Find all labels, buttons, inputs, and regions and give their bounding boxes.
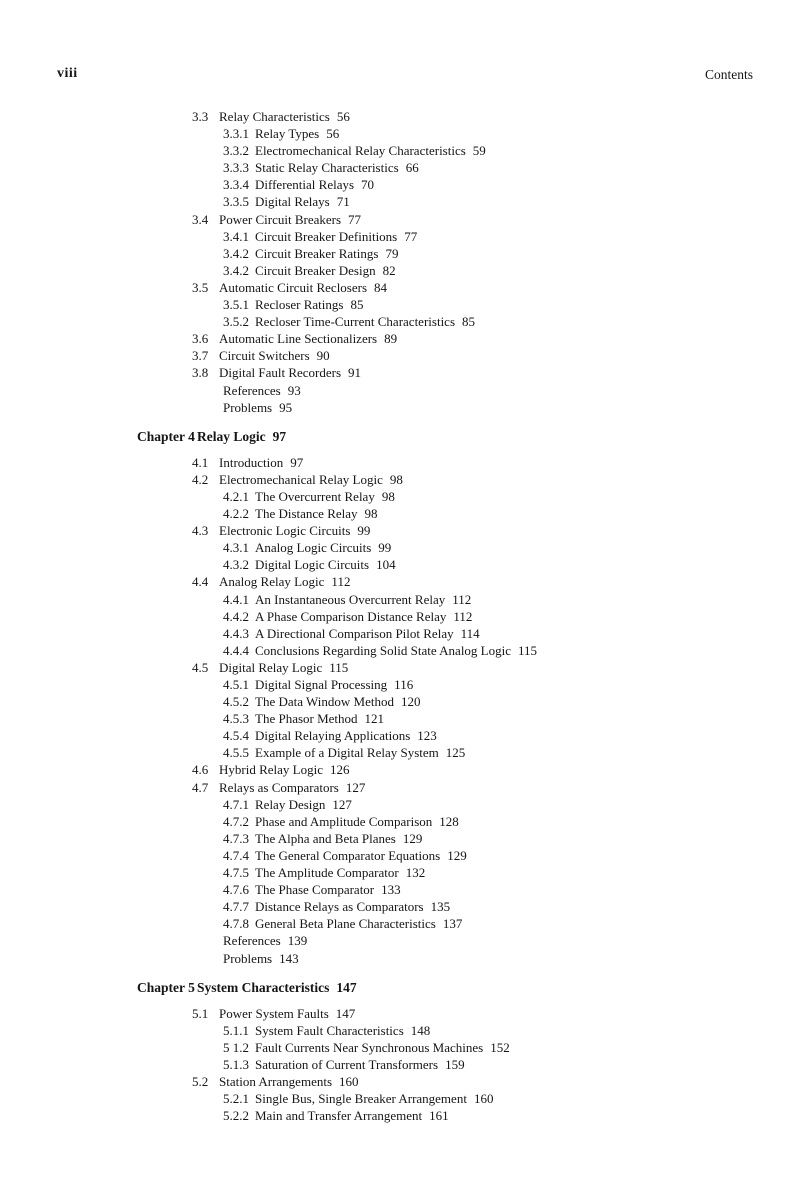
toc-entry [0,1090,810,1107]
entry-page-number: 70 [361,177,375,193]
entry-number: 4.5 [192,659,209,675]
entry-page-number: 82 [382,262,396,278]
entry-title: Single Bus, Single Breaker Arrangement [255,1091,467,1107]
entry-number: 4.7.4 [223,847,249,863]
entry-number: 3.5 [192,279,209,295]
toc-entry [0,573,810,590]
toc-entry [0,1107,810,1124]
toc-entry [0,642,810,659]
entry-number: 4.7.6 [223,882,249,898]
entry-title: System Characteristics [197,979,330,995]
entry-page-number: 135 [430,899,451,915]
entry-page-number: 115 [329,659,349,675]
toc-entry [0,608,810,625]
entry-title: Introduction [219,454,284,470]
toc-entry [0,262,810,279]
entry-page-number: 152 [490,1039,510,1055]
entry-title: Power Circuit Breakers [219,211,342,227]
entry-number: 3.4.2 [223,262,249,278]
entry-number: 5.2.1 [223,1091,249,1107]
entry-number: 3.3.5 [223,194,249,210]
toc-entry [0,950,810,967]
entry-number: 5.1.1 [223,1022,249,1038]
toc-entry [0,813,810,830]
toc-entry [0,279,810,296]
entry-page-number: 99 [357,523,371,539]
entry-number: 4.7.2 [223,813,249,829]
entry-title: The Distance Relay [255,506,358,522]
toc-entry [0,710,810,727]
entry-page-number: 147 [336,979,357,995]
entry-page-number: 160 [473,1091,494,1107]
toc-entry [0,142,810,159]
entry-title: Automatic Circuit Reclosers [219,279,368,295]
header-title: Contents [704,67,753,82]
entry-page-number: 125 [445,745,466,761]
toc-entry [0,211,810,228]
entry-number: 4.5.4 [223,728,249,744]
entry-title: Relay Design [255,796,326,812]
entry-title: A Directional Comparison Pilot Relay [255,625,454,641]
entry-number: 4.3.2 [223,557,249,573]
entry-page-number: 90 [316,348,330,364]
toc-entry [0,176,810,193]
entry-page-number: 71 [336,194,350,210]
entry-page-number: 148 [410,1022,431,1038]
toc-entry [0,522,810,539]
toc-entry [0,108,810,125]
entry-page-number: 85 [462,314,476,330]
toc-entry [0,727,810,744]
entry-page-number: 127 [345,779,366,795]
toc-entry [0,471,810,488]
entry-title: The Amplitude Comparator [255,865,399,881]
entry-title: Electronic Logic Circuits [219,523,351,539]
entry-number: 4.5.2 [223,694,249,710]
entry-title: Relay Logic [197,428,266,444]
entry-number: 5.1 [192,1005,209,1021]
entry-title: Circuit Breaker Design [255,262,376,278]
entry-title: Problems [223,399,273,415]
entry-number: 4.7.1 [223,796,249,812]
toc-entry [0,744,810,761]
entry-page-number: 66 [405,160,419,176]
entry-title: Digital Relay Logic [219,659,323,675]
toc-entry [0,830,810,847]
entry-title: A Phase Comparison Distance Relay [255,608,447,624]
entry-page-number: 112 [452,591,472,607]
toc-entry [0,296,810,313]
toc [0,108,810,1124]
toc-entry [0,1073,810,1090]
toc-entry [0,761,810,778]
entry-number: 4.2.2 [223,506,249,522]
entry-page-number: 84 [374,279,388,295]
entry-number: 3.3.4 [223,177,249,193]
entry-title: An Instantaneous Overcurrent Relay [255,591,446,607]
entry-title: General Beta Plane Characteristics [255,916,436,932]
entry-title: The Phase Comparator [255,882,375,898]
entry-page-number: 161 [429,1108,449,1124]
entry-page-number: 159 [445,1056,465,1072]
toc-entry [0,779,810,796]
entry-page-number: 91 [348,365,362,381]
entry-title: Fault Currents Near Synchronous Machines [255,1039,484,1055]
toc-entry [0,1005,810,1022]
entry-title: Relays as Comparators [219,779,339,795]
entry-page-number: 104 [376,557,396,573]
entry-number: 3.7 [192,348,209,364]
entry-title: References [223,382,281,398]
toc-entry [0,932,810,949]
entry-number: 3.4.2 [223,245,249,261]
entry-page-number: 59 [472,143,486,159]
entry-number: 3.4 [192,211,209,227]
entry-number: 4.2.1 [223,488,249,504]
entry-title: Analog Logic Circuits [255,540,372,556]
entry-page-number: 98 [389,471,403,487]
entry-number: 3.5.2 [223,314,249,330]
entry-title: Differential Relays [255,177,355,193]
entry-title: Circuit Breaker Definitions [255,228,398,244]
toc-entry [0,659,810,676]
entry-page-number: 115 [518,642,538,658]
toc-entry [0,625,810,642]
toc-entry [0,898,810,915]
entry-title: System Fault Characteristics [255,1022,404,1038]
entry-number: 4.7 [192,779,209,795]
toc-entry [0,193,810,210]
toc-entry [0,399,810,416]
entry-title: Station Arrangements [219,1074,333,1090]
entry-title: Digital Fault Recorders [219,365,342,381]
entry-page-number: 97 [290,454,304,470]
entry-number: 3.3.2 [223,143,249,159]
entry-number: 4.5.5 [223,745,249,761]
toc-entry [0,847,810,864]
entry-number: 4.4.3 [223,625,249,641]
entry-number: 4.4 [192,574,209,590]
entry-page-number: 56 [336,109,350,124]
toc-entry [0,591,810,608]
toc-entry [0,488,810,505]
entry-title: Electromechanical Relay Logic [219,471,383,487]
entry-page-number: 77 [348,211,362,227]
entry-number: 3.8 [192,365,209,381]
entry-number: 3.5.1 [223,297,249,313]
entry-title: The Phasor Method [255,711,358,727]
entry-title: The Data Window Method [255,694,394,710]
entry-title: Recloser Time-Current Characteristics [255,314,456,330]
entry-page-number: 85 [350,297,364,313]
entry-number: 4.7.8 [223,916,249,932]
entry-number: 4.7.5 [223,865,249,881]
entry-page-number: 129 [447,847,467,863]
entry-title: Example of a Digital Relay System [255,745,439,761]
entry-title: Problems [223,950,273,966]
entry-title: Power System Faults [219,1005,329,1021]
entry-page-number: 112 [453,608,473,624]
entry-number: 5.1.3 [223,1056,249,1072]
entry-title: References [223,933,281,949]
entry-number: 4.4.2 [223,608,249,624]
entry-page-number: 132 [405,865,426,881]
entry-number: 3.4.1 [223,228,249,244]
chapter-label: Chapter 5 [137,979,195,995]
entry-title: Circuit Breaker Ratings [255,245,379,261]
toc-entry [0,1039,810,1056]
entry-page-number: 121 [364,711,385,727]
entry-number: 3.3.1 [223,126,249,142]
entry-page-number: 89 [384,331,398,347]
entry-number: 4.5.1 [223,677,249,692]
entry-title: Static Relay Characteristics [255,160,399,176]
entry-number: 3.6 [192,331,209,347]
entry-page-number: 56 [326,126,340,142]
entry-title: Hybrid Relay Logic [219,762,323,778]
entry-page-number: 99 [378,540,392,556]
entry-page-number: 98 [364,506,378,522]
entry-page-number: 112 [331,574,351,590]
entry-page-number: 114 [460,625,480,641]
toc-entry [0,1056,810,1073]
toc-entry [0,539,810,556]
entry-number: 4.1 [192,454,209,470]
entry-title: The Alpha and Beta Planes [255,830,396,846]
entry-title: The Overcurrent Relay [255,488,375,504]
entry-page-number: 127 [332,796,352,812]
toc-entry [0,364,810,381]
entry-page-number: 128 [439,813,459,829]
entry-page-number: 126 [329,762,350,778]
toc-entry [0,796,810,813]
toc-chapter-heading [0,979,810,996]
entry-page-number: 97 [272,428,287,444]
entry-title: Phase and Amplitude Comparison [255,813,433,829]
chapter-label: Chapter 4 [137,428,195,444]
entry-title: Main and Transfer Arrangement [255,1108,423,1124]
entry-title: Relay Types [255,126,320,142]
toc-entry [0,330,810,347]
entry-title: Automatic Line Sectionalizers [219,331,378,347]
entry-number: 3.3 [192,109,209,124]
toc-entry [0,347,810,364]
entry-page-number: 160 [339,1074,359,1090]
entry-title: Recloser Ratings [255,297,344,313]
toc-entry [0,676,810,693]
entry-number: 4.4.1 [223,591,249,607]
entry-number: 4.6 [192,762,209,778]
entry-title: The General Comparator Equations [255,847,441,863]
entry-title: Saturation of Current Transformers [255,1056,439,1072]
entry-title: Digital Relays [255,194,330,210]
toc-entry [0,1022,810,1039]
toc-entry [0,245,810,262]
toc-entry [0,915,810,932]
entry-number: 4.3.1 [223,540,249,556]
entry-page-number: 129 [402,830,423,846]
toc-chapter-heading [0,428,810,445]
entry-number: 4.7.7 [223,899,249,915]
entry-page-number: 79 [385,245,399,261]
entry-number: 5.2 [192,1074,209,1090]
entry-number: 3.3.3 [223,160,249,176]
entry-title: Electromechanical Relay Characteristics [255,143,466,159]
entry-number: 4.3 [192,523,209,539]
toc-entry [0,382,810,399]
toc-entry [0,228,810,245]
entry-page-number: 147 [335,1005,356,1021]
entry-title: Digital Logic Circuits [255,557,370,573]
entry-page-number: 77 [404,228,418,244]
entry-page-number: 133 [381,882,401,898]
entry-number: 4.2 [192,471,209,487]
entry-number: 4.4.4 [223,642,249,658]
running-head [0,66,810,86]
entry-title: Analog Relay Logic [219,574,325,590]
entry-title: Circuit Switchers [219,348,310,364]
toc-entry [0,881,810,898]
entry-page-number: 116 [394,677,414,692]
entry-number: 5 1.2 [223,1039,249,1055]
entry-page-number: 98 [381,488,395,504]
entry-title: Digital Signal Processing [255,677,388,692]
entry-page-number: 143 [279,950,299,966]
entry-number: 5.2.2 [223,1108,249,1124]
toc-entry [0,505,810,522]
entry-page-number: 123 [417,728,437,744]
toc-entry [0,556,810,573]
entry-number: 4.5.3 [223,711,249,727]
entry-page-number: 93 [287,382,301,398]
toc-entry [0,159,810,176]
entry-title: Distance Relays as Comparators [255,899,424,915]
entry-page-number: 139 [287,933,308,949]
entry-page-number: 95 [279,399,293,415]
entry-title: Digital Relaying Applications [255,728,411,744]
toc-entry [0,125,810,142]
entry-page-number: 120 [400,694,421,710]
page-number: viii [57,66,78,81]
toc-entry [0,864,810,881]
toc-entry [0,454,810,471]
entry-number: 4.7.3 [223,830,249,846]
entry-page-number: 137 [442,916,463,932]
toc-entry [0,693,810,710]
entry-title: Relay Characteristics [219,109,330,124]
entry-title: Conclusions Regarding Solid State Analog Logic [255,642,512,658]
toc-entry [0,313,810,330]
